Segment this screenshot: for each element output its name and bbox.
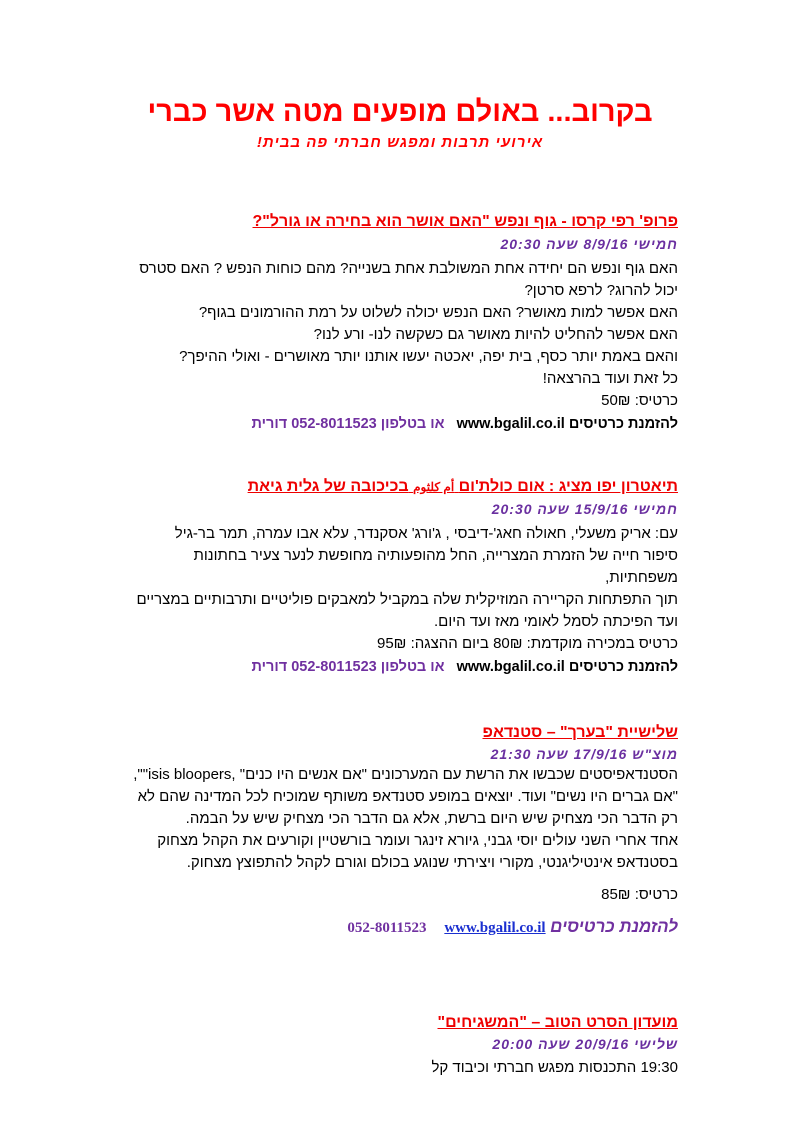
event-date: חמישי 8/9/16 שעה 20:30 (500, 236, 678, 252)
event-line: האם אפשר למות מאושר? האם הנפש יכולה לשלוט על רמת ההורמונים בגוף? (198, 304, 678, 321)
ticket-price: כרטיס: 85₪ (601, 886, 678, 903)
website-link[interactable]: www.bgalil.co.il (456, 659, 565, 675)
event-line: בסטנדאפ אינטיליגנטי, מקורי ויצירתי שנוגע בכולם וגורם לקהל להתפוצץ מצחוק. (186, 854, 678, 871)
event-line: משפחתיות, (605, 569, 678, 586)
event-title-end: בכיכובה של גלית גיאת (247, 478, 409, 495)
event-title: שלישיית "בערך" – סטנדאפ (482, 724, 678, 741)
event-3 (130, 722, 678, 941)
event-line: הסטנדאפיסטים שכבשו את הרשת עם המערכונים "אם אנשים היו כנים" ,isis bloopers"", (133, 766, 678, 783)
event-title: מועדון הסרט הטוב – "המשגיחים" (437, 1014, 678, 1031)
phone-number: 052-8011523 (347, 920, 427, 936)
ticket-price: כרטיס: 50₪ (601, 392, 678, 409)
event-line: סיפור חייה של הזמרת המצרייה, החל מהופעותיה מחופשת לנער צעיר בחתונות (193, 547, 678, 564)
event-line: והאם באמת יותר כסף, בית יפה, יאכטה יעשו אותנו יותר מאושרים - ואולי ההיפך? (179, 348, 678, 365)
event-line: יכול להרוג? לרפא סרטן? (524, 282, 678, 299)
event-title (125, 476, 678, 498)
event-line: עם: אריק משעלי, חאולה חאג'-דיבסי , ג'ורג' אסקנדר, עלא אבו עמרה, תמר בר-גיל (174, 525, 678, 542)
phone-text: או בטלפון 052-8011523 דורית (251, 416, 445, 432)
page-subtitle: אירועי תרבות ומפגש חברתי פה בבית! (256, 134, 544, 151)
order-label: להזמנת כרטיסים (568, 659, 678, 675)
event-line: כל זאת ועוד בהרצאה! (542, 370, 678, 387)
event-line: אחד אחרי השני עולים יוסי גבני, גיורא זינגר ועומר בורשטיין וקורעים את הקהל מצחוק (157, 832, 678, 849)
event-title-arabic: أم كلثوم (413, 480, 455, 494)
order-line (130, 914, 678, 941)
event-date: מוצ"ש 17/9/16 שעה 21:30 (490, 746, 678, 762)
event-4 (130, 1012, 678, 1079)
order-line (130, 412, 678, 436)
page-title: בקרוב... באולם מופעים מטה אשר כברי (147, 96, 653, 128)
event-line: תוך התפתחות הקריירה המוזיקלית שלה במקביל למאבקים פוליטיים ותרבותיים במצריים (136, 591, 678, 608)
phone-text: או בטלפון 052-8011523 דורית (251, 659, 445, 675)
event-line: ועד הפיכתה לסמל לאומי מאז ועד היום. (434, 613, 678, 630)
event-line: 19:30 התכנסות מפגש חברתי וכיבוד קל (431, 1059, 678, 1076)
event-2 (125, 476, 678, 679)
order-line (125, 655, 678, 679)
event-title: פרופ' רפי קרסו - גוף ונפש "האם אושר הוא בחירה או גורל"? (252, 213, 678, 230)
event-line: "אם גברים היו נשים" ועוד. יוצאים במופע סטנדאפ משותף שמוכיח לכל המדינה שהם לא (137, 788, 678, 805)
ticket-price: כרטיס במכירה מוקדמת: 80₪ ביום ההצגה: 95₪ (377, 635, 678, 652)
event-title-text: תיאטרון יפו מציג : אום כולת'ום (458, 478, 678, 495)
event-line: האם גוף ונפש הם יחידה אחת המשולבת אחת בשנייה? מהם כוחות הנפש ? האם סטרס (139, 260, 678, 277)
order-label: להזמנת כרטיסים (550, 917, 678, 936)
event-1 (130, 211, 678, 436)
event-line: רק הדבר הכי מצחיק שיש היום ברשת, אלא גם הדבר הכי מצחיק שיש על הבמה. (185, 810, 678, 827)
event-date: שלישי 20/9/16 שעה 20:00 (492, 1036, 678, 1052)
website-link[interactable]: www.bgalil.co.il (444, 920, 546, 936)
order-label: להזמנת כרטיסים (568, 416, 678, 432)
event-date: חמישי 15/9/16 שעה 20:30 (491, 501, 678, 517)
event-line: האם אפשר להחליט להיות מאושר גם כשקשה לנו- ורע לנו? (313, 326, 678, 343)
website-link[interactable]: www.bgalil.co.il (456, 416, 565, 432)
